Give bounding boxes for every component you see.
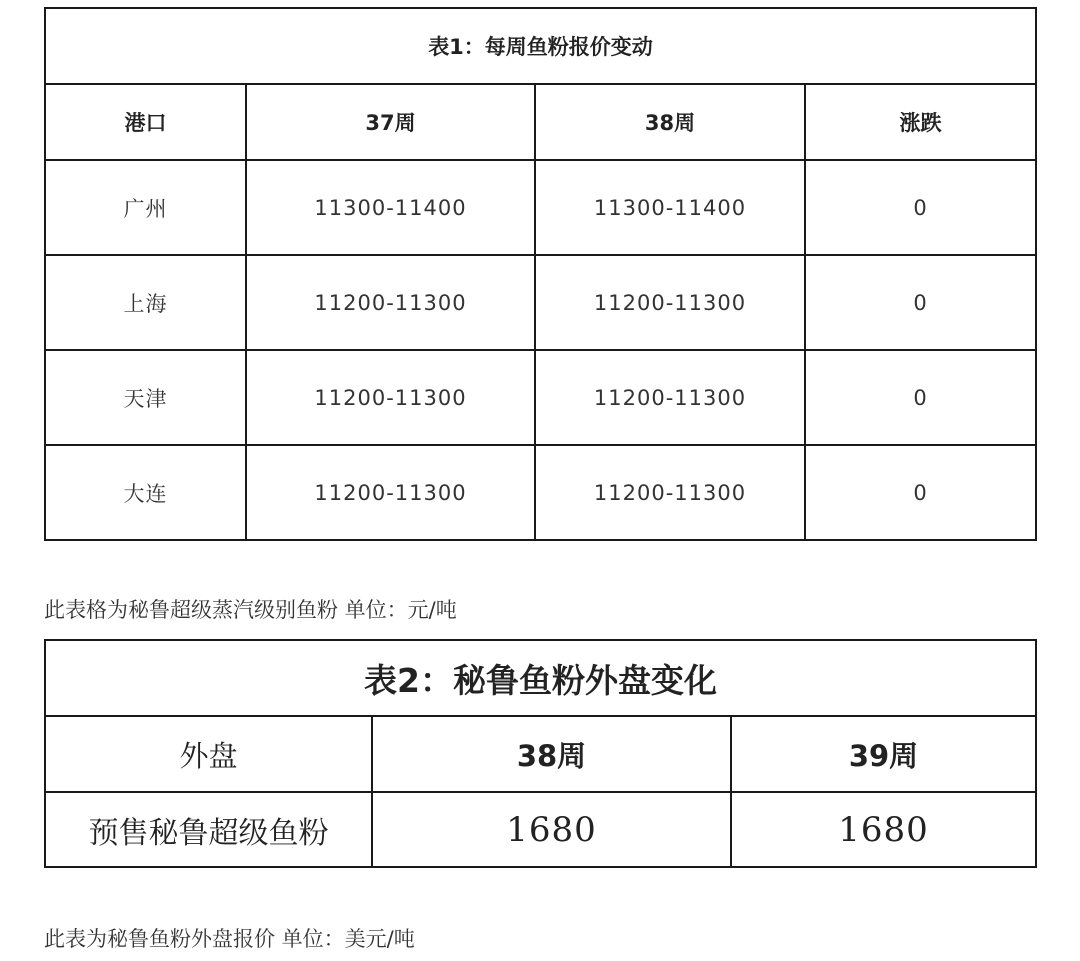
price-cell: 11200-11300 — [246, 255, 535, 350]
table-row — [45, 350, 1036, 445]
table1-title-row — [45, 8, 1036, 84]
change-cell: 0 — [805, 445, 1036, 540]
table1-title: 表1：每周鱼粉报价变动 — [45, 8, 1036, 84]
weekly-fishmeal-price-table — [44, 7, 1037, 541]
table2-header-week38: 38周 — [372, 716, 731, 792]
price-cell: 11300-11400 — [535, 160, 805, 255]
change-cell: 0 — [805, 255, 1036, 350]
port-cell: 天津 — [45, 350, 246, 445]
price-cell: 1680 — [731, 792, 1036, 867]
price-cell: 11300-11400 — [246, 160, 535, 255]
price-cell: 11200-11300 — [246, 350, 535, 445]
price-cell: 11200-11300 — [246, 445, 535, 540]
product-cell: 预售秘鲁超级鱼粉 — [45, 792, 372, 867]
table-row — [45, 255, 1036, 350]
table2-header-week39: 39周 — [731, 716, 1036, 792]
table1-header-change: 涨跌 — [805, 84, 1036, 160]
table1-header-port: 港口 — [45, 84, 246, 160]
table1-footnote: 此表格为秘鲁超级蒸汽级别鱼粉 单位：元/吨 — [44, 598, 457, 622]
table2-header-offshore: 外盘 — [45, 716, 372, 792]
table-row — [45, 160, 1036, 255]
price-cell: 1680 — [372, 792, 731, 867]
change-cell: 0 — [805, 160, 1036, 255]
table1-header-week38: 38周 — [535, 84, 805, 160]
price-cell: 11200-11300 — [535, 445, 805, 540]
table2-title-row — [45, 640, 1036, 716]
change-cell: 0 — [805, 350, 1036, 445]
table-row — [45, 792, 1036, 867]
table1-header-week37: 37周 — [246, 84, 535, 160]
price-cell: 11200-11300 — [535, 350, 805, 445]
table2-title: 表2：秘鲁鱼粉外盘变化 — [45, 640, 1036, 716]
table2-footnote: 此表为秘鲁鱼粉外盘报价 单位：美元/吨 — [44, 927, 415, 951]
port-cell: 大连 — [45, 445, 246, 540]
price-cell: 11200-11300 — [535, 255, 805, 350]
port-cell: 上海 — [45, 255, 246, 350]
peru-fishmeal-offshore-table — [44, 639, 1037, 868]
port-cell: 广州 — [45, 160, 246, 255]
table-row — [45, 445, 1036, 540]
table2-header-row — [45, 716, 1036, 792]
table1-header-row — [45, 84, 1036, 160]
